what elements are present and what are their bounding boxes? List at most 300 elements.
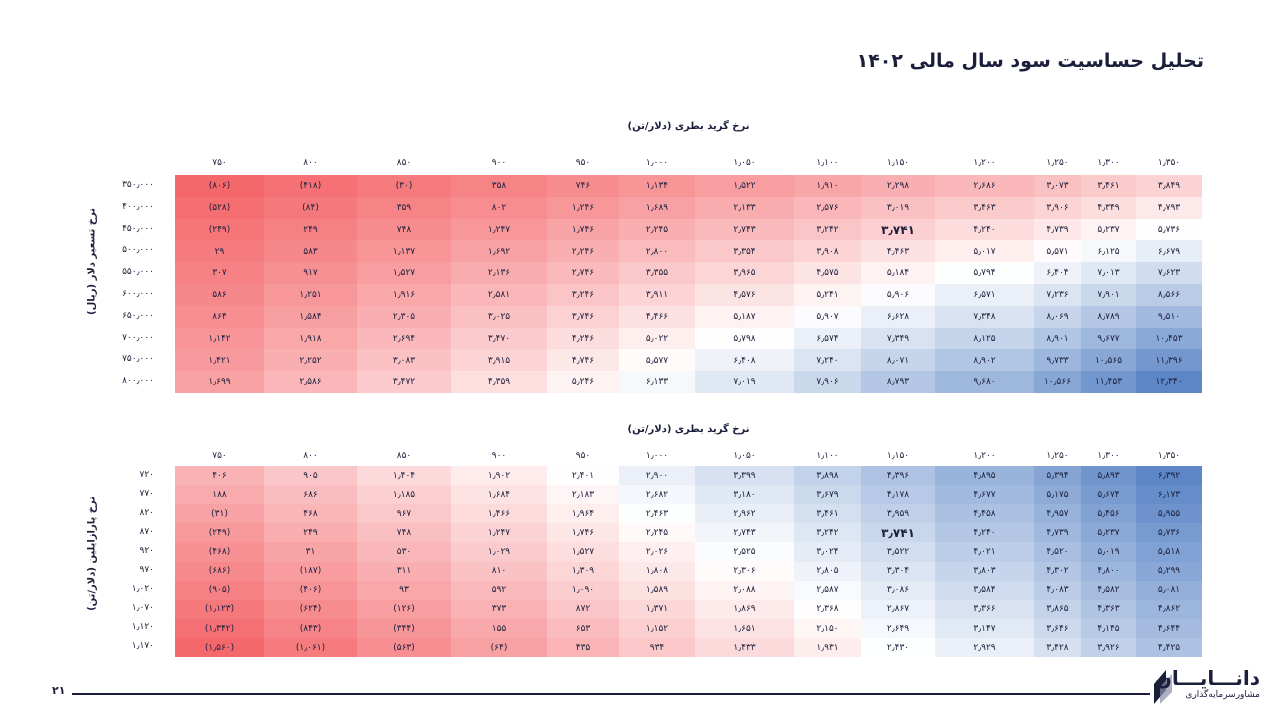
table-cell: (۶۲۴) bbox=[264, 600, 357, 620]
table-cell: ۴٫۷۴۶ bbox=[547, 349, 619, 371]
table-cell: ۵٫۰۲۲ bbox=[619, 328, 695, 350]
table-cell: ۱٫۵۸۹ bbox=[619, 581, 695, 601]
table-cell: ۸۶۴ bbox=[175, 306, 264, 328]
table-cell: ۱٫۵۲۲ bbox=[695, 175, 794, 197]
row-header: ۹۲۰ bbox=[139, 545, 154, 556]
table-cell: ۱٫۷۴۶ bbox=[547, 523, 619, 543]
table-cell: ۷۴۸ bbox=[357, 219, 451, 241]
table-cell: ۸۱۰ bbox=[451, 562, 547, 582]
table-cell: ۳٫۸۹۸ bbox=[794, 466, 861, 486]
table-cell: (۴۱۸) bbox=[264, 175, 357, 197]
table-cell: (۱٫۳۴۲) bbox=[175, 619, 264, 639]
table-cell: ۲٫۲۵۲ bbox=[264, 349, 357, 371]
table-cell: ۸٫۰۶۹ bbox=[1034, 306, 1081, 328]
table-cell: ۹۰۵ bbox=[264, 466, 357, 486]
table-cell: ۱٫۲۴۶ bbox=[547, 197, 619, 219]
table-cell: ۷۴۶ bbox=[547, 175, 619, 197]
table-cell: ۲٫۱۳۳ bbox=[695, 197, 794, 219]
table-cell: ۵٫۷۳۶ bbox=[1136, 219, 1202, 241]
table-cell: ۱٫۱۵۲ bbox=[619, 619, 695, 639]
table-cell: ۵٫۵۷۱ bbox=[1034, 240, 1081, 262]
table-cell: ۴٫۵۷۵ bbox=[794, 262, 861, 284]
row-header: ۷۵۰٫۰۰۰ bbox=[122, 354, 154, 365]
table-cell: ۴٫۳۴۹ bbox=[1081, 197, 1136, 219]
row-header: ۸۲۰ bbox=[139, 507, 154, 518]
row-header: ۵۰۰٫۰۰۰ bbox=[122, 245, 154, 256]
table-cell: ۳٫۷۴۱ bbox=[861, 523, 935, 543]
table-cell: ۲٫۱۳۶ bbox=[451, 262, 547, 284]
table-cell: ۳٫۹۰۶ bbox=[1034, 197, 1081, 219]
table-cell: ۸٫۰۷۱ bbox=[861, 349, 935, 371]
column-header: ۷۵۰ bbox=[212, 158, 227, 168]
table-cell: (۳۰) bbox=[357, 175, 451, 197]
table-cell: ۹٫۶۷۷ bbox=[1081, 328, 1136, 350]
table-cell: ۴٫۴۶۳ bbox=[861, 240, 935, 262]
table-cell: ۱٫۹۶۴ bbox=[547, 504, 619, 524]
column-header: ۱٫۲۰۰ bbox=[973, 158, 996, 168]
table-cell: ۵٫۵۷۷ bbox=[619, 349, 695, 371]
page-number: ۲۱ bbox=[52, 684, 66, 697]
table-cell: (۵۶۳) bbox=[357, 638, 451, 658]
table-cell: ۱٫۶۵۱ bbox=[695, 619, 794, 639]
footer-divider bbox=[72, 693, 1150, 695]
column-header: ۱٫۳۵۰ bbox=[1157, 158, 1181, 168]
table-cell: ۵٫۲۳۷ bbox=[1081, 219, 1136, 241]
table-cell: ۲٫۳۶۸ bbox=[794, 600, 861, 620]
table-cell: ۴٫۲۴۶ bbox=[547, 328, 619, 350]
table-cell: ۲٫۵۸۷ bbox=[794, 581, 861, 601]
column-header: ۹۵۰ bbox=[575, 451, 591, 461]
table-cell: ۴۰۶ bbox=[175, 466, 264, 486]
table-cell: ۳٫۴۶۱ bbox=[794, 504, 861, 524]
table-cell: ۲٫۴۶۳ bbox=[619, 504, 695, 524]
table-cell: ۱٫۹۱۶ bbox=[357, 284, 451, 306]
table-cell: ۵٫۰۱۹ bbox=[1081, 542, 1136, 562]
row-header: ۷۷۰ bbox=[139, 488, 154, 499]
table-cell: (۶۸۶) bbox=[175, 562, 264, 582]
table-cell: ۲٫۰۸۸ bbox=[695, 581, 794, 601]
table-cell: ۸٫۹۰۲ bbox=[935, 349, 1034, 371]
table-cell: ۳٫۸۴۹ bbox=[1136, 175, 1202, 197]
table-cell: ۴٫۷۹۳ bbox=[1136, 197, 1202, 219]
table-cell: ۲٫۷۴۶ bbox=[547, 262, 619, 284]
table-cell: ۵٫۲۴۱ bbox=[794, 284, 861, 306]
table-cell: ۲٫۹۰۰ bbox=[619, 466, 695, 486]
row-header: ۱٫۱۷۰ bbox=[131, 641, 154, 652]
table-cell: ۳٫۹۲۶ bbox=[1081, 638, 1136, 658]
table-cell: ۲٫۶۴۹ bbox=[861, 619, 935, 639]
table-cell: ۵٫۸۹۳ bbox=[1081, 466, 1136, 486]
table-cell: ۱٫۹۱۰ bbox=[794, 175, 861, 197]
table-cell: ۱٫۴۳۳ bbox=[695, 638, 794, 658]
row-header: ۶۵۰٫۰۰۰ bbox=[122, 310, 154, 321]
row-header: ۶۰۰٫۰۰۰ bbox=[122, 288, 154, 299]
column-header: ۸۵۰ bbox=[396, 158, 412, 168]
table-cell: ۱٫۱۴۲ bbox=[175, 328, 264, 350]
table-cell: ۳۱۱ bbox=[357, 562, 451, 582]
row-header: ۱٫۰۷۰ bbox=[131, 603, 154, 614]
table-cell: ۵٫۲۴۶ bbox=[547, 371, 619, 393]
table-cell: ۹۶۷ bbox=[357, 504, 451, 524]
column-header: ۱٫۱۰۰ bbox=[816, 158, 839, 168]
table-cell: ۳۵۸ bbox=[451, 175, 547, 197]
table-cell: ۲٫۰۲۶ bbox=[619, 542, 695, 562]
table-cell: ۲٫۶۸۲ bbox=[619, 485, 695, 505]
table-cell: ۳٫۹۰۸ bbox=[794, 240, 861, 262]
company-logo bbox=[1154, 668, 1264, 708]
table-cell: ۷٫۳۴۹ bbox=[861, 328, 935, 350]
table-cell: ۳٫۵۸۴ bbox=[935, 581, 1034, 601]
table-cell: ۴٫۲۴۰ bbox=[935, 219, 1034, 241]
table-cell: ۶٫۱۷۳ bbox=[1136, 485, 1202, 505]
column-header: ۷۵۰ bbox=[212, 451, 227, 461]
table-cell: ۴٫۸۶۲ bbox=[1136, 600, 1202, 620]
table-cell: ۳٫۷۴۱ bbox=[861, 219, 935, 241]
table-cell: ۹۳ bbox=[357, 581, 451, 601]
table-cell: ۶٫۱۳۳ bbox=[619, 371, 695, 393]
table-cell: ۱٫۲۴۷ bbox=[451, 219, 547, 241]
row-header: ۴۰۰٫۰۰۰ bbox=[122, 201, 154, 212]
table-cell: ۱٫۹۰۲ bbox=[451, 466, 547, 486]
table-cell: ۳٫۲۴۲ bbox=[794, 219, 861, 241]
table-cell: ۴٫۵۲۰ bbox=[1034, 542, 1081, 562]
table-cell: ۲٫۱۵۰ bbox=[794, 619, 861, 639]
table-cell: ۳٫۵۲۲ bbox=[861, 542, 935, 562]
table-cell: ۳٫۳۵۵ bbox=[619, 262, 695, 284]
table-cell: ۸۰۲ bbox=[451, 197, 547, 219]
table-cell: (۱٫۱۲۳) bbox=[175, 600, 264, 620]
logo-name: دانـــایـــان bbox=[1154, 666, 1260, 690]
table-cell: ۱٫۴۶۶ bbox=[451, 504, 547, 524]
table-cell: ۳٫۹۱۵ bbox=[451, 349, 547, 371]
table-cell: (۱۲۶) bbox=[357, 600, 451, 620]
row-header: ۳۵۰٫۰۰۰ bbox=[122, 179, 154, 190]
table-cell: ۴٫۸۹۵ bbox=[935, 466, 1034, 486]
table-cell: (۹۰۵) bbox=[175, 581, 264, 601]
table-cell: ۳٫۱۸۰ bbox=[695, 485, 794, 505]
column-header: ۱٫۲۰۰ bbox=[973, 451, 996, 461]
row-header: ۱٫۰۲۰ bbox=[131, 584, 154, 595]
table-cell: (۱٫۵۶۰) bbox=[175, 638, 264, 658]
table-cell: ۵٫۳۹۴ bbox=[1034, 466, 1081, 486]
table-cell: ۲٫۹۲۹ bbox=[935, 638, 1034, 658]
table-cell: ۳٫۹۵۹ bbox=[861, 504, 935, 524]
table-cell: ۹٫۵۱۰ bbox=[1136, 306, 1202, 328]
table-cell: ۶٫۶۷۹ bbox=[1136, 240, 1202, 262]
table-cell: ۲٫۵۸۱ bbox=[451, 284, 547, 306]
table-cell: ۵٫۹۰۷ bbox=[794, 306, 861, 328]
table-cell: ۱۲٫۳۴۰ bbox=[1136, 371, 1202, 393]
table-cell: ۴٫۵۷۶ bbox=[695, 284, 794, 306]
table-cell: ۱٫۶۹۲ bbox=[451, 240, 547, 262]
table-cell: ۱٫۸۶۹ bbox=[695, 600, 794, 620]
table-cell: ۲٫۸۰۰ bbox=[619, 240, 695, 262]
table-cell: ۱٫۳۰۹ bbox=[547, 562, 619, 582]
table-cell: ۸٫۷۹۳ bbox=[861, 371, 935, 393]
table-cell: ۴٫۷۳۹ bbox=[1034, 523, 1081, 543]
table-cell: ۲٫۸۶۷ bbox=[861, 600, 935, 620]
table-cell: ۵٫۷۹۴ bbox=[935, 262, 1034, 284]
table-cell: ۱۸۸ bbox=[175, 485, 264, 505]
table-cell: ۲۴۹ bbox=[264, 523, 357, 543]
table-cell: ۵٫۶۷۴ bbox=[1081, 485, 1136, 505]
table-cell: ۵٫۷۹۸ bbox=[695, 328, 794, 350]
table-cell: ۱۵۵ bbox=[451, 619, 547, 639]
table-cell: ۳٫۰۲۴ bbox=[794, 542, 861, 562]
row-header: ۷۲۰ bbox=[139, 469, 154, 480]
table-cell: ۱٫۴۲۱ bbox=[175, 349, 264, 371]
table-cell: ۳٫۲۴۲ bbox=[794, 523, 861, 543]
page-title: تحلیل حساسیت سود سال مالی ۱۴۰۲ bbox=[856, 50, 1204, 72]
table-cell: ۳٫۴۲۸ bbox=[1034, 638, 1081, 658]
table-cell: (۳۱) bbox=[175, 504, 264, 524]
table-cell: ۳۱ bbox=[264, 542, 357, 562]
x-axis-label: نرخ گرید بطری (دلار/تن) bbox=[627, 424, 750, 435]
table-cell: ۱٫۵۲۷ bbox=[547, 542, 619, 562]
table-cell: ۴۶۸ bbox=[264, 504, 357, 524]
table-cell: ۴٫۷۳۹ bbox=[1034, 219, 1081, 241]
table-cell: ۱٫۵۲۷ bbox=[357, 262, 451, 284]
table-cell: ۵٫۹۰۶ bbox=[861, 284, 935, 306]
table-cell: ۲٫۲۴۵ bbox=[619, 523, 695, 543]
table-cell: (۴۶۸) bbox=[175, 542, 264, 562]
column-header: ۱٫۲۵۰ bbox=[1046, 451, 1069, 461]
table-cell: ۵٫۹۵۵ bbox=[1136, 504, 1202, 524]
table-cell: ۹٫۷۳۳ bbox=[1034, 349, 1081, 371]
table-cell: ۴٫۱۷۸ bbox=[861, 485, 935, 505]
table-cell: ۱٫۱۳۴ bbox=[619, 175, 695, 197]
table-cell: ۵٫۴۵۶ bbox=[1081, 504, 1136, 524]
table-cell: ۱٫۶۸۴ bbox=[451, 485, 547, 505]
table-cell: ۳٫۳۰۴ bbox=[861, 562, 935, 582]
table-cell: ۴٫۳۰۲ bbox=[1034, 562, 1081, 582]
column-header: ۱٫۰۰۰ bbox=[645, 451, 669, 461]
table-cell: ۲٫۲۴۶ bbox=[547, 240, 619, 262]
table-cell: ۲٫۱۸۳ bbox=[547, 485, 619, 505]
table-cell: (۴۰۶) bbox=[264, 581, 357, 601]
table-cell: ۷٫۰۱۳ bbox=[1081, 262, 1136, 284]
table-cell: ۱٫۹۳۱ bbox=[794, 638, 861, 658]
table-cell: ۱۱٫۳۹۶ bbox=[1136, 349, 1202, 371]
table-cell: (۵۲۸) bbox=[175, 197, 264, 219]
table-cell: ۹۳۴ bbox=[619, 638, 695, 658]
table-cell: ۷٫۲۳۶ bbox=[1034, 284, 1081, 306]
column-header: ۹۰۰ bbox=[491, 451, 507, 461]
table-cell: ۳٫۳۵۴ bbox=[695, 240, 794, 262]
table-cell: ۳٫۹۶۵ bbox=[695, 262, 794, 284]
table-cell: ۱۰٫۴۵۳ bbox=[1136, 328, 1202, 350]
table-cell: ۶٫۵۷۴ bbox=[794, 328, 861, 350]
table-cell: ۳٫۰۸۶ bbox=[861, 581, 935, 601]
table-cell: ۷٫۲۴۰ bbox=[794, 349, 861, 371]
table-cell: ۴٫۴۲۵ bbox=[1136, 638, 1202, 658]
row-header: ۸۰۰٫۰۰۰ bbox=[122, 376, 154, 387]
table-cell: ۴٫۶۴۴ bbox=[1136, 619, 1202, 639]
table-cell: ۲٫۷۴۳ bbox=[695, 523, 794, 543]
table-cell: ۷٫۹۰۶ bbox=[794, 371, 861, 393]
table-cell: ۲٫۴۰۱ bbox=[547, 466, 619, 486]
table-cell: ۸٫۷۸۹ bbox=[1081, 306, 1136, 328]
table-cell: ۴٫۹۵۷ bbox=[1034, 504, 1081, 524]
table-cell: ۳٫۸۶۵ bbox=[1034, 600, 1081, 620]
table-cell: ۳٫۴۷۲ bbox=[357, 371, 451, 393]
column-header: ۸۵۰ bbox=[396, 451, 412, 461]
table-cell: ۴٫۰۲۱ bbox=[935, 542, 1034, 562]
table-cell: ۱۱٫۴۵۳ bbox=[1081, 371, 1136, 393]
table-cell: (۸۴) bbox=[264, 197, 357, 219]
table-cell: ۴٫۶۷۷ bbox=[935, 485, 1034, 505]
table-cell: ۶٫۱۲۵ bbox=[1081, 240, 1136, 262]
table-cell: ۳٫۴۷۰ bbox=[451, 328, 547, 350]
table-cell: ۵٫۲۳۷ bbox=[1081, 523, 1136, 543]
table-cell: ۴٫۳۵۹ bbox=[451, 371, 547, 393]
column-header: ۱٫۰۵۰ bbox=[733, 451, 756, 461]
table-cell: (۱٫۰۶۱) bbox=[264, 638, 357, 658]
table-cell: ۶٫۳۹۲ bbox=[1136, 466, 1202, 486]
table-cell: ۱٫۵۸۴ bbox=[264, 306, 357, 328]
table-cell: ۳٫۰۱۹ bbox=[861, 197, 935, 219]
column-header: ۱٫۱۵۰ bbox=[886, 158, 910, 168]
table-cell: ۶٫۵۷۱ bbox=[935, 284, 1034, 306]
table-cell: ۴٫۵۸۲ bbox=[1081, 581, 1136, 601]
table-cell: ۲٫۵۸۶ bbox=[264, 371, 357, 393]
table-cell: ۴٫۴۶۶ bbox=[619, 306, 695, 328]
table-cell: (۶۴) bbox=[451, 638, 547, 658]
table-cell: ۴٫۴۵۸ bbox=[935, 504, 1034, 524]
table-cell: ۸٫۵۶۶ bbox=[1136, 284, 1202, 306]
table-cell: ۱۰٫۵۶۵ bbox=[1081, 349, 1136, 371]
table-cell: ۱٫۲۵۱ bbox=[264, 284, 357, 306]
table-cell: ۹٫۶۸۰ bbox=[935, 371, 1034, 393]
table-cell: ۴٫۳۹۶ bbox=[861, 466, 935, 486]
table-cell: ۲۹ bbox=[175, 240, 264, 262]
table-cell: ۷٫۹۰۱ bbox=[1081, 284, 1136, 306]
table-cell: ۴٫۱۴۵ bbox=[1081, 619, 1136, 639]
column-header: ۱٫۲۵۰ bbox=[1046, 158, 1069, 168]
column-header: ۱٫۰۵۰ bbox=[733, 158, 756, 168]
column-header: ۸۰۰ bbox=[303, 451, 318, 461]
table-cell: ۲٫۲۹۸ bbox=[861, 175, 935, 197]
row-header: ۴۵۰٫۰۰۰ bbox=[122, 223, 154, 234]
table-cell: ۱٫۴۰۴ bbox=[357, 466, 451, 486]
table-cell: ۲٫۳۰۶ bbox=[695, 562, 794, 582]
table-cell: ۱٫۶۸۹ bbox=[619, 197, 695, 219]
table-cell: (۳۴۴) bbox=[357, 619, 451, 639]
table-cell: ۳۰۷ bbox=[175, 262, 264, 284]
table-cell: ۸٫۱۲۵ bbox=[935, 328, 1034, 350]
table-cell: ۵٫۰۸۱ bbox=[1136, 581, 1202, 601]
table-cell: ۵٫۱۸۷ bbox=[695, 306, 794, 328]
table-cell: ۳٫۸۰۳ bbox=[935, 562, 1034, 582]
table-cell: ۵٫۷۳۶ bbox=[1136, 523, 1202, 543]
table-cell: ۲٫۹۶۲ bbox=[695, 504, 794, 524]
table-cell: ۱٫۹۱۸ bbox=[264, 328, 357, 350]
table-cell: ۱٫۷۴۶ bbox=[547, 219, 619, 241]
table-cell: ۳٫۳۶۶ bbox=[935, 600, 1034, 620]
table-cell: (۲۴۹) bbox=[175, 219, 264, 241]
column-header: ۱٫۳۰۰ bbox=[1097, 451, 1120, 461]
table-cell: ۶٫۴۰۸ bbox=[695, 349, 794, 371]
table-cell: ۲٫۸۰۵ bbox=[794, 562, 861, 582]
table-cell: ۲٫۵۷۶ bbox=[794, 197, 861, 219]
row-header: ۵۵۰٫۰۰۰ bbox=[122, 267, 154, 278]
row-header: ۸۷۰ bbox=[139, 526, 154, 537]
table-cell: ۲٫۷۴۳ bbox=[695, 219, 794, 241]
table-cell: ۵۳۰ bbox=[357, 542, 451, 562]
table-cell: ۵۸۳ bbox=[264, 240, 357, 262]
table-cell: ۳٫۲۴۶ bbox=[547, 284, 619, 306]
table-cell: ۶٫۴۰۴ bbox=[1034, 262, 1081, 284]
table-cell: ۱٫۱۳۷ bbox=[357, 240, 451, 262]
table-cell: ۴٫۲۴۰ bbox=[935, 523, 1034, 543]
table-cell: ۷٫۶۲۳ bbox=[1136, 262, 1202, 284]
table-cell: ۲٫۶۹۴ bbox=[357, 328, 451, 350]
row-header: ۹۷۰ bbox=[139, 565, 154, 576]
row-header: ۱٫۱۲۰ bbox=[131, 622, 154, 633]
table-cell: ۵٫۰۱۷ bbox=[935, 240, 1034, 262]
logo-tagline: مشاورسرمایه‌گذاری bbox=[1185, 690, 1260, 700]
table-cell: ۳٫۶۷۹ bbox=[794, 485, 861, 505]
table-cell: ۵٫۲۹۹ bbox=[1136, 562, 1202, 582]
table-cell: ۲٫۳۰۵ bbox=[357, 306, 451, 328]
table-cell: ۷٫۰۱۹ bbox=[695, 371, 794, 393]
column-header: ۱٫۱۵۰ bbox=[886, 451, 910, 461]
table-cell: ۳٫۰۷۳ bbox=[1034, 175, 1081, 197]
table-cell: ۵۹۲ bbox=[451, 581, 547, 601]
column-header: ۹۵۰ bbox=[575, 158, 591, 168]
table-cell: (۸۰۶) bbox=[175, 175, 264, 197]
table-cell: ۱٫۳۷۱ bbox=[619, 600, 695, 620]
table-cell: ۵۸۶ bbox=[175, 284, 264, 306]
table-cell: ۳۵۹ bbox=[357, 197, 451, 219]
table-cell: ۶۵۳ bbox=[547, 619, 619, 639]
table-cell: ۵٫۱۷۵ bbox=[1034, 485, 1081, 505]
table-cell: ۳٫۰۸۳ bbox=[357, 349, 451, 371]
table-cell: (۱۸۷) bbox=[264, 562, 357, 582]
table-cell: ۵٫۱۸۴ bbox=[861, 262, 935, 284]
table-cell: ۳٫۴۶۱ bbox=[1081, 175, 1136, 197]
column-header: ۱٫۳۵۰ bbox=[1157, 451, 1181, 461]
table-cell: ۳٫۴۶۳ bbox=[935, 197, 1034, 219]
table-cell: ۱٫۰۲۹ bbox=[451, 542, 547, 562]
x-axis-label: نرخ گرید بطری (دلار/تن) bbox=[627, 121, 750, 132]
table-cell: ۱٫۱۸۵ bbox=[357, 485, 451, 505]
table-cell: ۱۰٫۵۶۶ bbox=[1034, 371, 1081, 393]
table-cell: ۸٫۹۰۱ bbox=[1034, 328, 1081, 350]
column-header: ۹۰۰ bbox=[491, 158, 507, 168]
column-header: ۸۰۰ bbox=[303, 158, 318, 168]
table-cell: ۷۴۸ bbox=[357, 523, 451, 543]
table-cell: ۹۱۷ bbox=[264, 262, 357, 284]
table-cell: ۳٫۰۲۵ bbox=[451, 306, 547, 328]
table-cell: ۳٫۳۹۹ bbox=[695, 466, 794, 486]
table-cell: ۷٫۳۴۸ bbox=[935, 306, 1034, 328]
table-cell: ۳٫۹۱۱ bbox=[619, 284, 695, 306]
table-cell: ۴٫۳۶۳ bbox=[1081, 600, 1136, 620]
table-cell: ۵٫۵۱۸ bbox=[1136, 542, 1202, 562]
table-cell: ۳٫۷۴۶ bbox=[547, 306, 619, 328]
table-cell: ۶۸۶ bbox=[264, 485, 357, 505]
y-axis-label: نرخ تسعیر دلار (ریال) bbox=[86, 208, 98, 315]
table-cell: ۲٫۵۲۵ bbox=[695, 542, 794, 562]
table-cell: ۲٫۶۸۶ bbox=[935, 175, 1034, 197]
table-cell: ۱٫۰۹۰ bbox=[547, 581, 619, 601]
column-header: ۱٫۰۰۰ bbox=[645, 158, 669, 168]
table-cell: ۳۷۳ bbox=[451, 600, 547, 620]
column-header: ۱٫۳۰۰ bbox=[1097, 158, 1120, 168]
table-cell: ۸۷۲ bbox=[547, 600, 619, 620]
table-cell: ۴۳۵ bbox=[547, 638, 619, 658]
